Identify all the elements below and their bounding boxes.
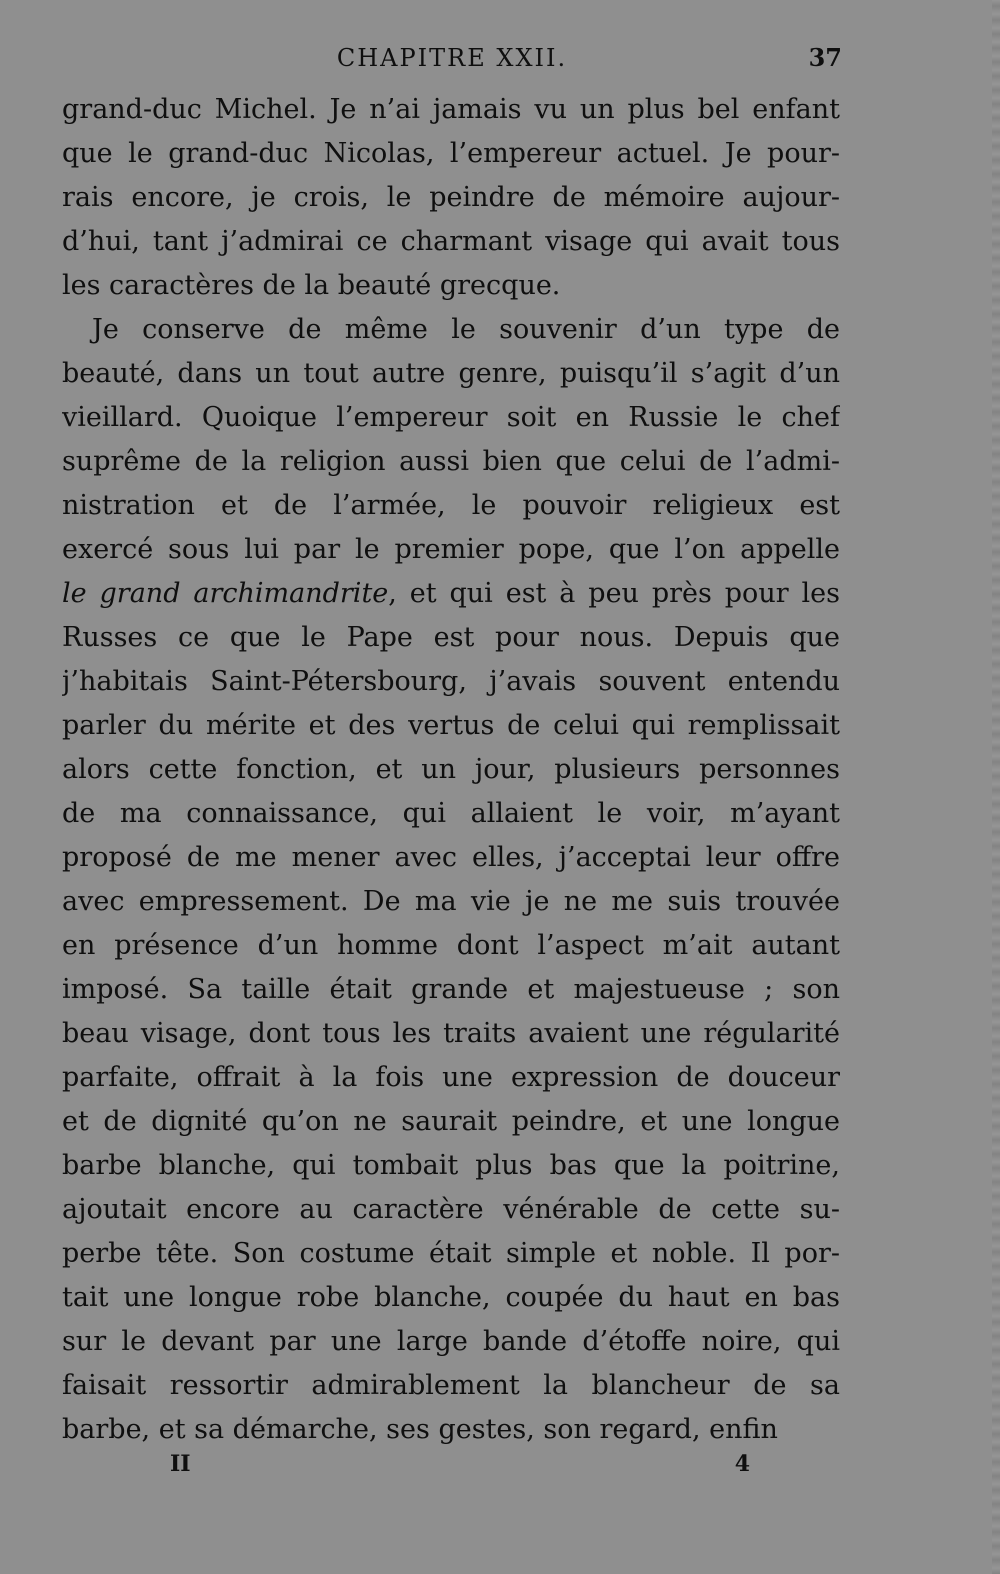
- text-line: Russes ce que le Pape est pour nous. Depuis que: [62, 622, 840, 653]
- text-line: exercé sous lui par le premier pope, que l’on appelle: [62, 534, 840, 565]
- paragraph: [62, 308, 840, 1452]
- text-line: grand-duc Michel. Je n’ai jamais vu un plus bel enfant: [62, 94, 840, 125]
- text-line: j’habitais Saint-Pétersbourg, j’avais souvent entendu: [62, 666, 840, 697]
- text-line: faisait ressortir admirablement la blancheur de sa: [62, 1370, 840, 1401]
- text-line: parfaite, offrait à la fois une expression de douceur: [62, 1062, 840, 1093]
- text-line: beauté, dans un tout autre genre, puisqu’il s’agit d’un: [62, 358, 840, 389]
- text-line: parler du mérite et des vertus de celui qui remplissait: [62, 710, 840, 741]
- text-line: barbe, et sa démarche, ses gestes, son regard, enfin: [62, 1414, 778, 1445]
- text-span: , et qui est à peu près pour les: [388, 578, 840, 609]
- text-line: vieillard. Quoique l’empereur soit en Russie le chef: [62, 402, 840, 433]
- text-line: barbe blanche, qui tombait plus bas que la poitrine,: [62, 1150, 840, 1181]
- text-line: ajoutait encore au caractère vénérable de cette su-: [62, 1194, 840, 1225]
- paragraph: [62, 88, 840, 308]
- body-text: [62, 88, 840, 1452]
- page-header: [62, 40, 842, 80]
- text-line: en présence d’un homme dont l’aspect m’ait autant: [62, 930, 840, 961]
- text-line: que le grand-duc Nicolas, l’empereur actuel. Je pour-: [62, 138, 840, 169]
- text-line: imposé. Sa taille était grande et majestueuse ; son: [62, 974, 840, 1005]
- text-line: rais encore, je crois, le peindre de mémoire aujour-: [62, 182, 840, 213]
- text-line: [62, 572, 840, 616]
- page-number: 37: [808, 43, 842, 72]
- text-line: Je conserve de même le souvenir d’un type de: [92, 314, 840, 345]
- text-line: alors cette fonction, et un jour, plusieurs personnes: [62, 754, 840, 785]
- text-line: sur le devant par une large bande d’étoffe noire, qui: [62, 1326, 840, 1357]
- text-line: et de dignité qu’on ne saurait peindre, et une longue: [62, 1106, 840, 1137]
- text-line: proposé de me mener avec elles, j’acceptai leur offre: [62, 842, 840, 873]
- text-line: suprême de la religion aussi bien que celui de l’admi-: [62, 446, 840, 477]
- text-line: avec empressement. De ma vie je ne me suis trouvée: [62, 886, 840, 917]
- text-line: d’hui, tant j’admirai ce charmant visage qui avait tous: [62, 226, 840, 257]
- text-line: les caractères de la beauté grecque.: [62, 270, 561, 301]
- text-line: perbe tête. Son costume était simple et noble. Il por-: [62, 1238, 840, 1269]
- page-edge-shadow: [992, 0, 1000, 1574]
- text-line: nistration et de l’armée, le pouvoir religieux est: [62, 490, 840, 521]
- page-footer: [170, 1446, 750, 1486]
- italic-term: le grand archimandrite: [62, 578, 389, 609]
- text-line: de ma connaissance, qui allaient le voir, m’ayant: [62, 798, 840, 829]
- text-line: beau visage, dont tous les traits avaient une régularité: [62, 1018, 840, 1049]
- text-line: tait une longue robe blanche, coupée du haut en bas: [62, 1282, 840, 1313]
- running-head: CHAPITRE XXII.: [336, 44, 568, 72]
- signature-mark: II: [170, 1451, 191, 1477]
- sheet-mark: 4: [734, 1451, 750, 1477]
